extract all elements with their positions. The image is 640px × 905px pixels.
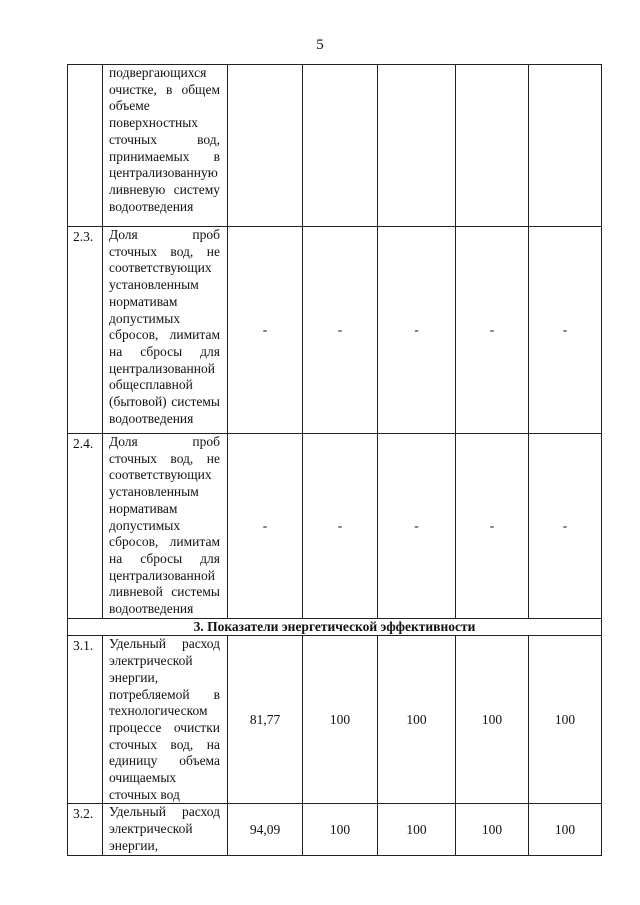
value-cell: 100 — [529, 636, 602, 804]
row-description: Доля проб сточных вод, не соответствующих установленным нормативам допустимых сбросов, лимитам на сбросы для централизованной ливневой системы водоотведения — [103, 434, 228, 619]
table-row — [68, 227, 602, 434]
value-cell: - — [456, 227, 529, 434]
value-cell: 100 — [378, 804, 456, 856]
row-description: Удельный расход электрической энергии, потребляемой в технологическом процессе очистки сточных вод, на единицу объема очищаемых сточных вод — [103, 636, 228, 804]
value-cell: - — [228, 227, 303, 434]
value-cell: - — [529, 434, 602, 619]
value-cell: - — [378, 434, 456, 619]
value-cell: 100 — [378, 636, 456, 804]
value-cell: - — [228, 434, 303, 619]
table-row — [68, 434, 602, 619]
indicators-table — [67, 64, 602, 856]
table-row — [68, 636, 602, 804]
row-number: 2.3. — [68, 227, 103, 434]
value-cell — [228, 65, 303, 227]
section-header-row — [68, 618, 602, 636]
value-cell: - — [378, 227, 456, 434]
row-description: Удельный расход электрической энергии, — [103, 804, 228, 856]
table-row — [68, 65, 602, 227]
row-number: 2.4. — [68, 434, 103, 619]
value-cell: - — [529, 227, 602, 434]
value-cell: 94,09 — [228, 804, 303, 856]
value-cell: - — [303, 227, 378, 434]
value-cell: - — [303, 434, 378, 619]
value-cell: 81,77 — [228, 636, 303, 804]
section-title: 3. Показатели энергетической эффективности — [68, 618, 602, 636]
row-number: 3.1. — [68, 636, 103, 804]
value-cell: 100 — [303, 804, 378, 856]
value-cell — [529, 65, 602, 227]
value-cell: 100 — [529, 804, 602, 856]
row-description: подвергающихся очистке, в общем объеме поверхностных сточных вод, принимаемых в централизованную ливневую систему водоотведения — [103, 65, 228, 227]
row-number — [68, 65, 103, 227]
value-cell — [378, 65, 456, 227]
value-cell — [303, 65, 378, 227]
row-description: Доля проб сточных вод, не соответствующих установленным нормативам допустимых сбросов, лимитам на сбросы для централизованной общесплавной (бытовой) системы водоотведения — [103, 227, 228, 434]
table-row — [68, 804, 602, 856]
value-cell: 100 — [456, 636, 529, 804]
value-cell: 100 — [456, 804, 529, 856]
value-cell: - — [456, 434, 529, 619]
page-number: 5 — [316, 37, 324, 53]
row-number: 3.2. — [68, 804, 103, 856]
value-cell: 100 — [303, 636, 378, 804]
value-cell — [456, 65, 529, 227]
